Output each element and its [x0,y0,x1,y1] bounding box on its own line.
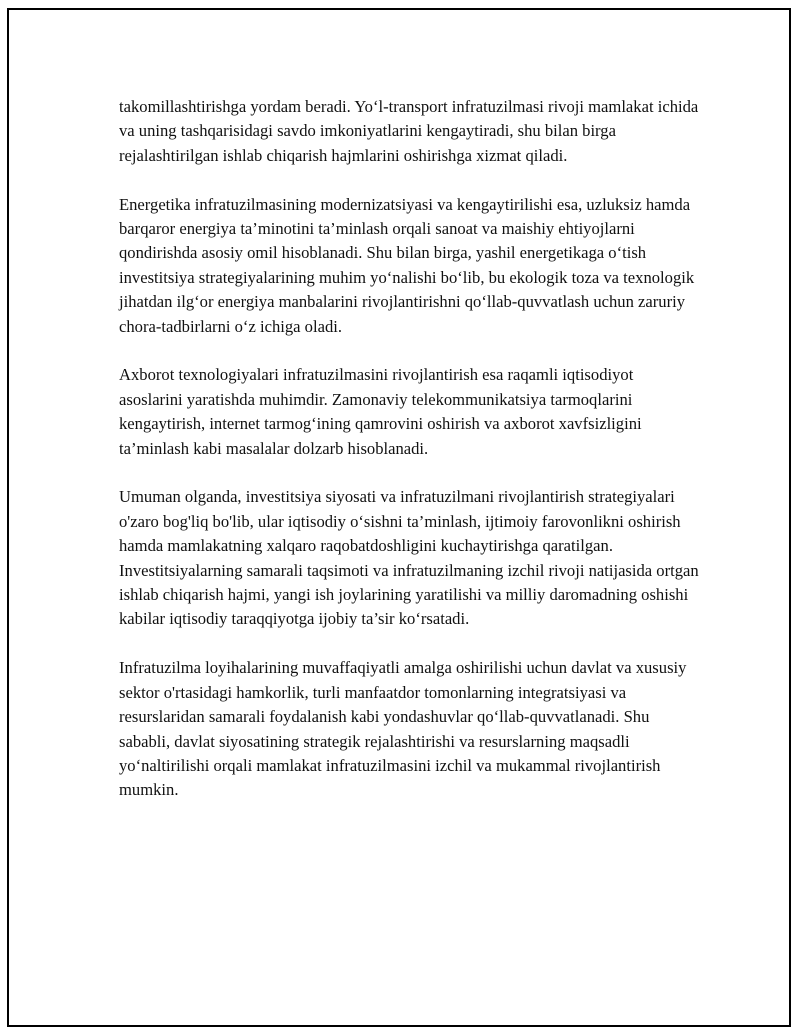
paragraph-4: Umuman olganda, investitsiya siyosati va infratuzilmani rivojlantirish strategiyalari o'zaro bog'liq bo'lib, ular iqtisodiy o‘sishni ta’minlash, ijtimoiy farovonlikni oshirish hamda mamlakatning xalqaro raqobatdoshligini kuchaytirishga qaratilgan. Investitsiyalarning samarali taqsimoti va infratuzilmaning izchil rivoji natijasida ortgan ishlab chiqarish hajmi, yangi ish joylarining yaratilishi va milliy daromadning oshishi kabilar iqtisodiy taraqqiyotga ijobiy ta’sir ko‘rsatadi. [119,487,699,629]
paragraph-1: takomillashtirishga yordam beradi. Yo‘l-transport infratuzilmasi rivoji mamlakat ichida va uning tashqarisidagi savdo imkoniyatlarini kengaytiradi, shu bilan birga rejalashtirilgan ishlab chiqarish hajmlarini oshirishga xizmat qiladi. [119,97,699,165]
paragraph-5: Infratuzilma loyihalarining muvaffaqiyatli amalga oshirilishi uchun davlat va xususiy sektor o'rtasidagi hamkorlik, turli manfaatdor tomonlarning integratsiyasi va resurslaridan samarali foydalanish kabi yondashuvlar qo‘llab-quvvatlanadi. Shu sababli, davlat siyosatining strategik rejalashtirishi va resurslarning maqsadli yo‘naltirilishi orqali mamlakat infratuzilmasini izchil va mukammal rivojlantirish mumkin. [119,658,687,800]
paragraph-3: Axborot texnologiyalari infratuzilmasini rivojlantirish esa raqamli iqtisodiyot asoslarini yaratishda muhimdir. Zamonaviy telekommunikatsiya tarmoqlarini kengaytirish, internet tarmog‘ining qamrovini oshirish va axborot xavfsizligini ta’minlash kabi masalalar dolzarb hisoblanadi. [119,365,642,458]
paragraph-2: Energetika infratuzilmasining modernizatsiyasi va kengaytirilishi esa, uzluksiz hamda barqaror energiya ta’minotini ta’minlash orqali sanoat va maishiy ehtiyojlarni qondirishda asosiy omil hisoblanadi. Shu bilan birga, yashil energetikaga o‘tish investitsiya strategiyalarining muhim yo‘nalishi bo‘lib, bu ekologik toza va texnologik jihatdan ilg‘or energiya manbalarini rivojlantirishni qo‘llab-quvvatlash uchun zaruriy chora-tadbirlarni o‘z ichiga oladi. [119,194,695,336]
document-page [7,8,791,1027]
document-body [119,95,699,803]
